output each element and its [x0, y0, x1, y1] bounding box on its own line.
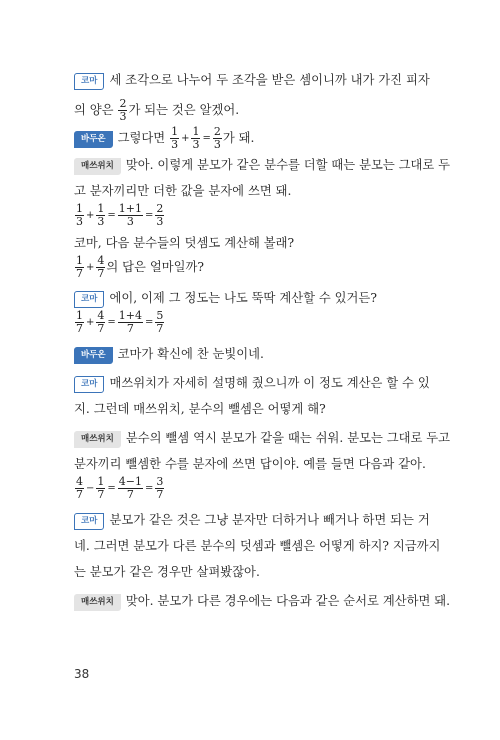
equals-sign: = [145, 316, 154, 328]
dialogue-text: 코마가 확신에 찬 눈빛이네. [117, 347, 264, 361]
denominator: 3 [76, 215, 83, 228]
dialogue-line-1 [74, 72, 430, 90]
speaker-badge-mathwitch: 매쓰위치 [74, 158, 121, 175]
numerator: 1 [171, 125, 179, 138]
equals-sign: = [202, 132, 211, 144]
equals-sign: = [145, 482, 154, 494]
denominator: 7 [118, 488, 143, 501]
dialogue-line-2 [74, 98, 239, 123]
numerator: 3 [156, 475, 164, 488]
dialogue-line-10 [74, 375, 430, 393]
plus-sign: + [181, 132, 190, 144]
numerator: 1+4 [118, 309, 142, 322]
equation-3 [74, 476, 165, 501]
speaker-badge-koma: 코마 [74, 291, 104, 308]
dialogue-text: 맞아. 이렇게 분모가 같은 분수를 더할 때는 분모는 그대로 두 [125, 158, 451, 172]
denominator: 3 [119, 110, 127, 123]
minus-sign: − [86, 482, 95, 494]
speaker-badge-badu: 바두온 [74, 347, 113, 364]
dialogue-text: 가 돼. [222, 131, 255, 145]
fraction [155, 310, 164, 335]
fraction [96, 203, 105, 228]
plus-sign: + [86, 316, 95, 328]
plus-sign: + [86, 261, 95, 273]
fraction [118, 203, 143, 228]
dialogue-text: 매쓰위치가 자세히 설명해 줬으니까 이 정도 계산은 할 수 있 [109, 376, 430, 390]
dialogue-text: 분수의 뺄셈 역시 분모가 같을 때는 쉬워. 분모는 그대로 두고 [125, 431, 451, 445]
denominator: 3 [192, 138, 200, 151]
denominator: 3 [156, 215, 164, 228]
fraction [96, 310, 105, 335]
fraction [118, 310, 143, 335]
dialogue-text: 고 분자끼리만 더한 값을 분자에 쓰면 돼. [74, 184, 292, 198]
numerator: 2 [119, 97, 127, 110]
denominator: 7 [76, 488, 83, 501]
dialogue-text: 지. 그런데 매쓰위치, 분수의 뺄셈은 어떻게 해? [74, 402, 326, 416]
numerator: 1+1 [118, 202, 142, 215]
dialogue-text: 세 조각으로 나누어 두 조각을 받은 셈이니까 내가 가진 피자 [109, 73, 430, 87]
dialogue-line-11 [74, 401, 326, 417]
fraction [191, 126, 200, 151]
equals-sign: = [107, 209, 116, 221]
dialogue-line-4 [74, 157, 450, 175]
dialogue-line-15 [74, 538, 440, 554]
fraction [155, 203, 164, 228]
dialogue-text: 의 양은 [74, 103, 114, 117]
numerator: 1 [76, 254, 83, 267]
dialogue-line-3 [74, 126, 254, 151]
dialogue-line-17 [74, 593, 450, 611]
plus-sign: + [86, 209, 95, 221]
speaker-badge-mathwitch: 매쓰위치 [74, 431, 121, 448]
dialogue-line-5 [74, 183, 291, 199]
equals-sign: = [107, 316, 116, 328]
equals-sign: = [145, 209, 154, 221]
fraction [118, 476, 143, 501]
equals-sign: = [107, 482, 116, 494]
denominator: 3 [118, 215, 143, 228]
denominator: 3 [97, 215, 105, 228]
numerator: 2 [213, 125, 221, 138]
numerator: 4 [97, 309, 105, 322]
fraction [96, 476, 105, 501]
dialogue-text: 맞아. 분모가 다른 경우에는 다음과 같은 순서로 계산하면 돼. [125, 594, 451, 608]
dialogue-line-16 [74, 564, 260, 580]
fraction [75, 255, 84, 280]
numerator: 1 [76, 309, 83, 322]
fraction [213, 126, 222, 151]
denominator: 3 [171, 138, 179, 151]
speaker-badge-koma: 코마 [74, 513, 104, 530]
numerator: 5 [156, 309, 164, 322]
speaker-badge-badu: 바두온 [74, 131, 113, 148]
numerator: 1 [76, 202, 83, 215]
numerator: 4−1 [118, 475, 142, 488]
denominator: 7 [156, 322, 164, 335]
fraction [118, 98, 127, 123]
denominator: 7 [97, 267, 105, 280]
dialogue-line-13 [74, 456, 426, 472]
fraction [96, 255, 105, 280]
dialogue-text: 에이, 이제 그 정도는 나도 뚝딱 계산할 수 있거든? [109, 291, 377, 305]
dialogue-text: 네. 그러면 분모가 다른 분수의 덧셈과 뺄셈은 어떻게 하지? 지금까지 [74, 539, 441, 553]
equation-1 [74, 203, 165, 228]
dialogue-text: 코마, 다음 분수들의 덧셈도 계산해 볼래? [74, 236, 295, 250]
numerator: 1 [192, 125, 200, 138]
dialogue-line-6 [74, 235, 294, 251]
dialogue-text: 분모가 같은 것은 그냥 분자만 더하거나 빼거나 하면 되는 거 [109, 513, 430, 527]
numerator: 1 [97, 202, 105, 215]
fraction [75, 203, 84, 228]
dialogue-text: 는 분모가 같은 경우만 살펴봤잖아. [74, 565, 260, 579]
speaker-badge-mathwitch: 매쓰위치 [74, 594, 121, 611]
equation-2 [74, 310, 165, 335]
denominator: 7 [76, 322, 83, 335]
dialogue-text: 의 답은 얼마일까? [106, 260, 204, 274]
dialogue-line-12 [74, 430, 450, 448]
denominator: 7 [76, 267, 83, 280]
dialogue-text: 그렇다면 [117, 131, 166, 145]
denominator: 7 [97, 322, 105, 335]
dialogue-text: 분자끼리 뺄셈한 수를 분자에 쓰면 답이야. 예를 들면 다음과 같아. [74, 457, 426, 471]
numerator: 2 [156, 202, 164, 215]
dialogue-line-8 [74, 290, 377, 308]
dialogue-text: 가 되는 것은 알겠어. [128, 103, 240, 117]
denominator: 7 [156, 488, 164, 501]
denominator: 3 [213, 138, 221, 151]
dialogue-line-7 [74, 255, 204, 280]
denominator: 7 [118, 322, 143, 335]
dialogue-line-9 [74, 346, 264, 364]
denominator: 7 [97, 488, 105, 501]
fraction [155, 476, 164, 501]
numerator: 4 [76, 475, 83, 488]
fraction [170, 126, 179, 151]
speaker-badge-koma: 코마 [74, 73, 104, 90]
page-number: 38 [74, 667, 90, 681]
speaker-badge-koma: 코마 [74, 376, 104, 393]
numerator: 4 [97, 254, 105, 267]
dialogue-line-14 [74, 512, 430, 530]
numerator: 1 [97, 475, 105, 488]
fraction [75, 310, 84, 335]
fraction [75, 476, 84, 501]
